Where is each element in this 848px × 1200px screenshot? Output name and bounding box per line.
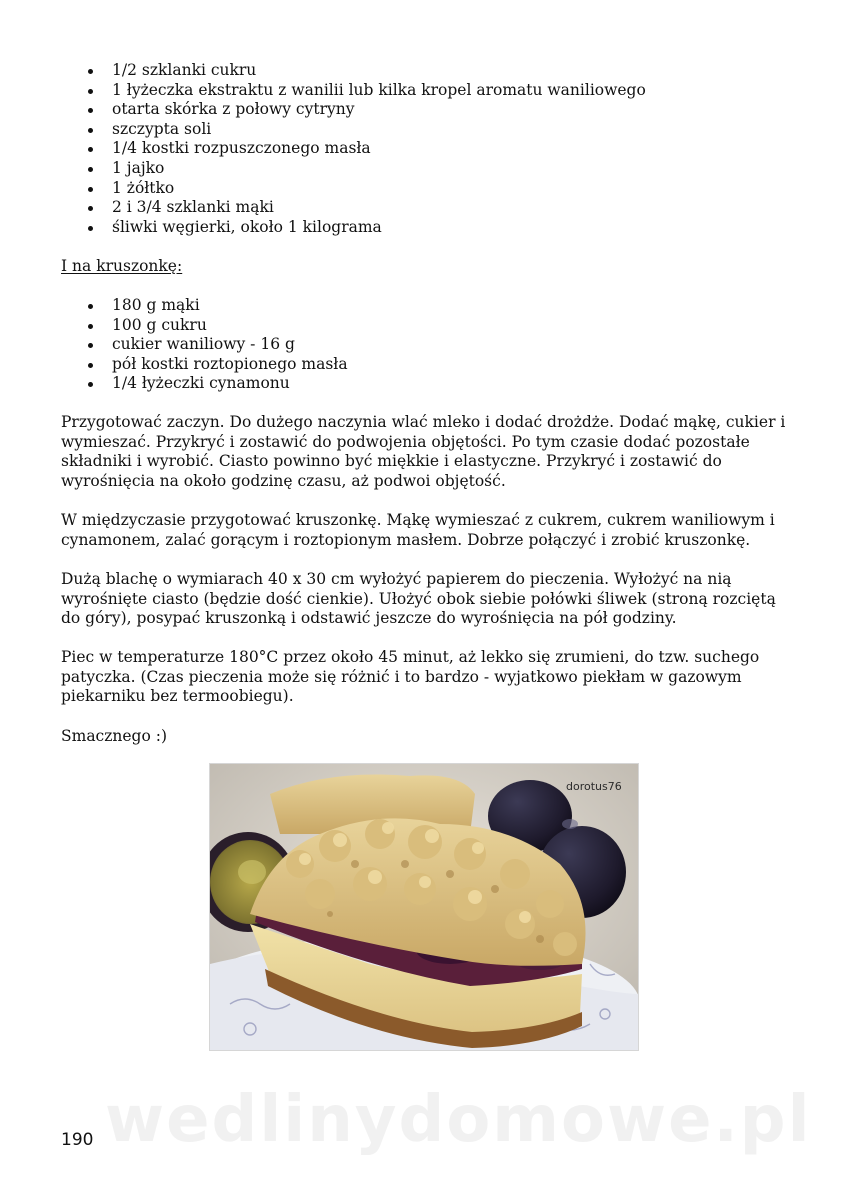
crumble-heading: I na kruszonkę:: [61, 257, 183, 275]
closing-line: [61, 727, 801, 747]
instruction-paragraph: [61, 570, 796, 629]
instruction-text: Piec w temperaturze 180°C przez około 45 minut, aż lekko się zrumieni, do tzw. suchego patyczka. (Czas pieczenia może się różnić i to bardzo - wyjatkowo piekłam w gazowym piekarniku bez termoobiegu).: [61, 648, 760, 706]
instruction-paragraph: [61, 413, 796, 491]
ingredient-item: 1 jajko: [61, 159, 801, 179]
site-watermark: wedlinydomowe.pl: [105, 1083, 812, 1157]
instruction-text: Przygotować zaczyn. Do dużego naczynia wlać mleko i dodać drożdże. Dodać mąkę, cukier i wymieszać. Przykryć i zostawić do podwojenia objętości. Po tym czasie dodać pozostałe składniki i wyrobić. Ciasto powinno być miękkie i elastyczne. Przykryć i zostawić do wyrośnięcia na około godzinę czasu, aż podwoi objętość.: [61, 413, 786, 490]
instruction-text: Dużą blachę o wymiarach 40 x 30 cm wyłożyć papierem do pieczenia. Wyłożyć na nią wyrośnięte ciasto (będzie dość cienkie). Ułożyć obok siebie połówki śliwek (stroną rozciętą do góry), posypać kruszonką i odstawić jeszcze do wyrośnięcia na pół godziny.: [61, 570, 776, 628]
closing-text: Smacznego :): [61, 727, 168, 745]
ingredient-item: 1/2 szklanki cukru: [61, 61, 801, 81]
instruction-paragraph: [61, 648, 796, 707]
ingredient-item: śliwki węgierki, około 1 kilograma: [61, 218, 801, 238]
ingredient-item: szczypta soli: [61, 120, 801, 140]
ingredient-item: 180 g mąki: [61, 296, 801, 316]
instruction-text: W międzyczasie przygotować kruszonkę. Mąkę wymieszać z cukrem, cukrem waniliowym i cynamonem, zalać gorącym i roztopionym masłem. Dobrze połączyć i zrobić kruszonkę.: [61, 511, 775, 549]
page-number: 190: [61, 1130, 94, 1150]
ingredient-item: cukier waniliowy - 16 g: [61, 335, 801, 355]
cake-photo: [210, 764, 638, 1050]
dough-ingredients-block: [61, 61, 801, 237]
ingredient-item: 1 żółtko: [61, 179, 801, 199]
dough-ingredient-list: [61, 61, 801, 237]
instruction-paragraph: [61, 511, 796, 550]
ingredient-item: 1/4 łyżeczki cynamonu: [61, 374, 801, 394]
cake-photo-illustration: [210, 764, 638, 1050]
ingredient-item: 1/4 kostki rozpuszczonego masła: [61, 139, 801, 159]
ingredient-item: 2 i 3/4 szklanki mąki: [61, 198, 801, 218]
ingredient-item: 100 g cukru: [61, 316, 801, 336]
photo-signature: dorotus76: [566, 780, 622, 793]
ingredient-item: pół kostki roztopionego masła: [61, 355, 801, 375]
crumble-ingredient-list: [61, 296, 801, 394]
crumble-ingredients-block: [61, 296, 801, 394]
ingredient-item: otarta skórka z połowy cytryny: [61, 100, 801, 120]
ingredient-item: 1 łyżeczka ekstraktu z wanilii lub kilka kropel aromatu waniliowego: [61, 81, 801, 101]
